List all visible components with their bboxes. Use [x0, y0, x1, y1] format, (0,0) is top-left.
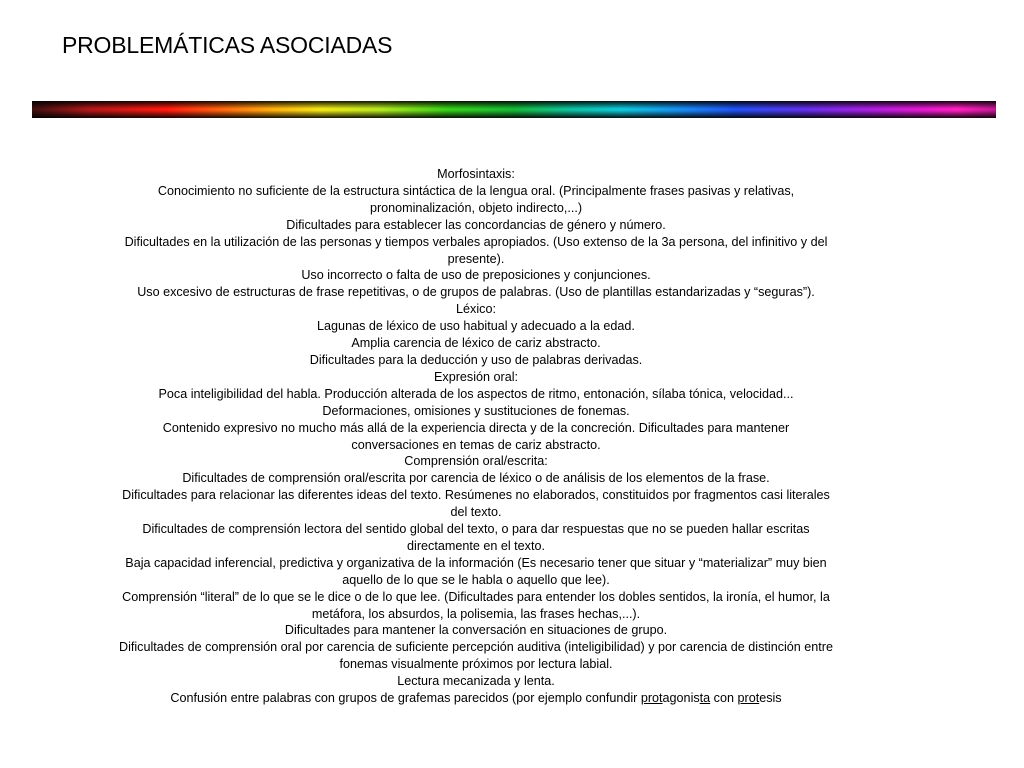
text-line: Dificultades de comprensión oral por carencia de suficiente percepción auditiva (inteligibilidad) y por carencia de distinción entre fonemas visualmente próximos por lectura labial. — [118, 640, 834, 672]
text-line: Poca inteligibilidad del habla. Producción alterada de los aspectos de ritmo, entonación, sílaba tónica, velocidad... — [158, 386, 794, 401]
text-line: Uso incorrecto o falta de uso de preposiciones y conjunciones. — [301, 268, 651, 283]
text-line: Dificultades en la utilización de las personas y tiempos verbales apropiados. (Uso extenso de la 3a persona, del infinitivo y del presente). — [124, 234, 828, 266]
slide-body-text — [118, 166, 834, 707]
text-line: Dificultades para la deducción y uso de palabras derivadas. — [309, 352, 643, 367]
text-line-last — [118, 690, 834, 707]
heading-lexico: Léxico: — [456, 302, 496, 317]
text-line: Contenido expresivo no mucho más allá de la experiencia directa y de la concreción. Dificultades para mantener conversaciones en temas de cariz abstracto. — [162, 420, 790, 452]
rainbow-divider-bar — [32, 101, 996, 118]
text-line: Deformaciones, omisiones y sustituciones de fonemas. — [322, 403, 630, 418]
slide-title: PROBLEMÁTICAS ASOCIADAS — [62, 32, 393, 58]
text-line: Dificultades de comprensión lectora del sentido global del texto, o para dar respuestas que no se pueden hallar escritas directamente en el texto. — [142, 522, 810, 553]
text-line: Conocimiento no suficiente de la estructura sintáctica de la lengua oral. (Principalmente frases pasivas y relativas, pronominalización, objeto indirecto,...) — [157, 183, 795, 215]
heading-morfosintaxis: Morfosintaxis: — [437, 167, 515, 181]
text-line: Comprensión “literal” de lo que se le dice o de lo que lee. (Dificultades para entender los dobles sentidos, la ironía, el humor, la metáfora, los absurdos, la polisemia, las frases hechas,...). — [122, 589, 830, 621]
heading-expresion-oral: Expresión oral: — [434, 369, 518, 384]
text-line: Dificultades de comprensión oral/escrita por carencia de léxico o de análisis de los elementos de la frase. — [182, 471, 770, 486]
text-line: Dificultades para establecer las concordancias de género y número. — [286, 217, 666, 232]
text-line: Lectura mecanizada y lenta. — [397, 674, 555, 689]
word-part: esis — [759, 691, 782, 706]
connector-text: con — [710, 691, 738, 706]
heading-comprension: Comprensión oral/escrita: — [404, 454, 548, 469]
text-line: Dificultades para mantener la conversación en situaciones de grupo. — [284, 623, 668, 638]
underlined-prot: prot — [640, 691, 663, 706]
last-line-prefix: Confusión entre palabras con grupos de grafemas parecidos (por ejemplo confundir — [170, 691, 641, 706]
text-line: Baja capacidad inferencial, predictiva y organizativa de la información (Es necesario tener que situar y “materializar” muy bien aquello de lo que se le habla o aquello que lee). — [125, 555, 827, 587]
underlined-ta: ta — [699, 691, 711, 706]
text-line: Amplia carencia de léxico de cariz abstracto. — [351, 336, 601, 351]
underlined-prot: prot — [737, 691, 760, 706]
text-line: Uso excesivo de estructuras de frase repetitivas, o de grupos de palabras. (Uso de plantillas estandarizadas y “seguras”). — [137, 285, 815, 300]
word-part: agonis — [662, 691, 700, 706]
text-line: Lagunas de léxico de uso habitual y adecuado a la edad. — [317, 319, 635, 334]
text-line: Dificultades para relacionar las diferentes ideas del texto. Resúmenes no elaborados, constituidos por fragmentos casi literales del texto. — [122, 488, 830, 520]
